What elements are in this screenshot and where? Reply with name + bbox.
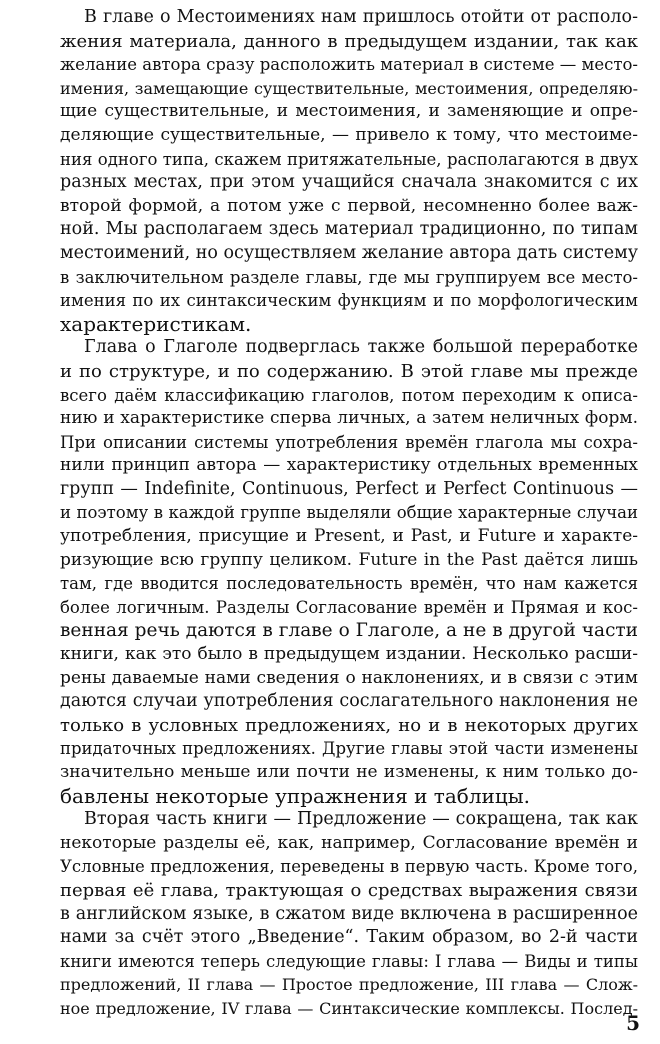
text-line: жения материала, данного в предыдущем издании, так как [60, 30, 638, 52]
text-line: всего даём классификацию глаголов, потом переходим к описа- [60, 385, 638, 405]
text-line: деляющие существительные, — привело к тому, что местоиме- [60, 124, 638, 145]
text-line: В главе о Местоимениях нам пришлось отойти от располо- [84, 7, 638, 27]
text-line: придаточных предложениях. Другие главы этой части изменены [60, 739, 638, 759]
text-line: книги имеются теперь следующие главы: I глава — Виды и типы [60, 951, 638, 971]
text-line: и по структуре, и по содержанию. В этой главе мы прежде [60, 360, 638, 382]
text-line: желание автора сразу расположить материал в системе — место- [60, 55, 638, 75]
text-line: характеристикам. [60, 312, 252, 336]
body-text [60, 6, 638, 1021]
text-line: более логичным. Разделы Согласование времён и Прямая и кос- [60, 597, 638, 617]
text-line: нию и характеристике сперва личных, а затем неличных форм. [60, 408, 638, 429]
text-line: групп — Indefinite, Continuous, Perfect и Perfect Continuous — [60, 478, 638, 499]
text-line: разных местах, при этом учащийся сначала знакомится с их [60, 172, 638, 193]
text-line: щие существительные, и местоимения, и заменяющие и опре- [60, 101, 638, 122]
text-line: венная речь даются в главе о Глаголе, а не в другой части [60, 620, 638, 642]
text-line: нами за счёт этого „Введение“. Таким образом, во 2-й части [60, 927, 638, 948]
text-line: Условные предложения, переведены в первую часть. Кроме того, [60, 857, 638, 877]
text-line: употребления, присущие и Present, и Past, и Future и характе- [60, 526, 638, 547]
text-line: ное предложение, IV глава — Синтаксические комплексы. Послед- [60, 998, 638, 1018]
page-number: 5 [626, 1011, 640, 1035]
text-line: ризующие всю группу целиком. Future in the Past даётся лишь [60, 549, 638, 570]
text-line: только в условных предложениях, но и в некоторых других [60, 714, 638, 736]
text-line: При описании системы употребления времён глагола мы сохра- [60, 432, 638, 452]
text-line: Вторая часть книги — Предложение — сокращена, так как [84, 809, 638, 830]
text-line: даются случаи употребления сослагательного наклонения не [60, 691, 638, 712]
paragraph [60, 808, 638, 1020]
text-line: Глава о Глаголе подверглась также большой переработке [84, 337, 638, 358]
text-line: нили принцип автора — характеристику отдельных временных [60, 455, 638, 476]
text-line: в заключительном разделе главы, где мы группируем все место- [60, 267, 638, 287]
paragraph [60, 6, 638, 336]
text-line: там, где вводится последовательность времён, что нам кажется [60, 574, 638, 594]
text-line: некоторые разделы её, как, например, Согласование времён и [60, 832, 638, 853]
text-line: второй формой, а потом уже с первой, несомненно более важ- [60, 195, 638, 216]
text-line: предложений, II глава — Простое предложение, III глава — Слож- [60, 975, 638, 995]
text-line: книги, как это было в предыдущем издании. Несколько расши- [60, 644, 638, 665]
text-line: местоимений, но осуществляем желание автора дать систему [60, 242, 638, 263]
text-line: имения по их синтаксическим функциям и по морфологическим [60, 291, 638, 311]
text-line: в английском языке, в сжатом виде включена в расширенное [60, 903, 638, 924]
text-line: ной. Мы располагаем здесь материал традиционно, по типам [60, 219, 638, 240]
text-line: значительно меньше или почти не изменены, к ним только до- [60, 762, 638, 782]
text-line: имения, замещающие существительные, местоимения, определяю- [60, 78, 638, 98]
text-line: бавлены некоторые упражнения и таблицы. [60, 784, 531, 808]
text-line: ния одного типа, скажем притяжательные, располагаются в двух [60, 149, 638, 169]
paragraph [60, 336, 638, 808]
text-line: и поэтому в каждой группе выделяли общие характерные случаи [60, 503, 638, 523]
text-line: первая её глава, трактующая о средствах выражения связи [60, 879, 638, 901]
text-line: рены даваемые нами сведения о наклонениях, и в связи с этим [60, 667, 638, 688]
